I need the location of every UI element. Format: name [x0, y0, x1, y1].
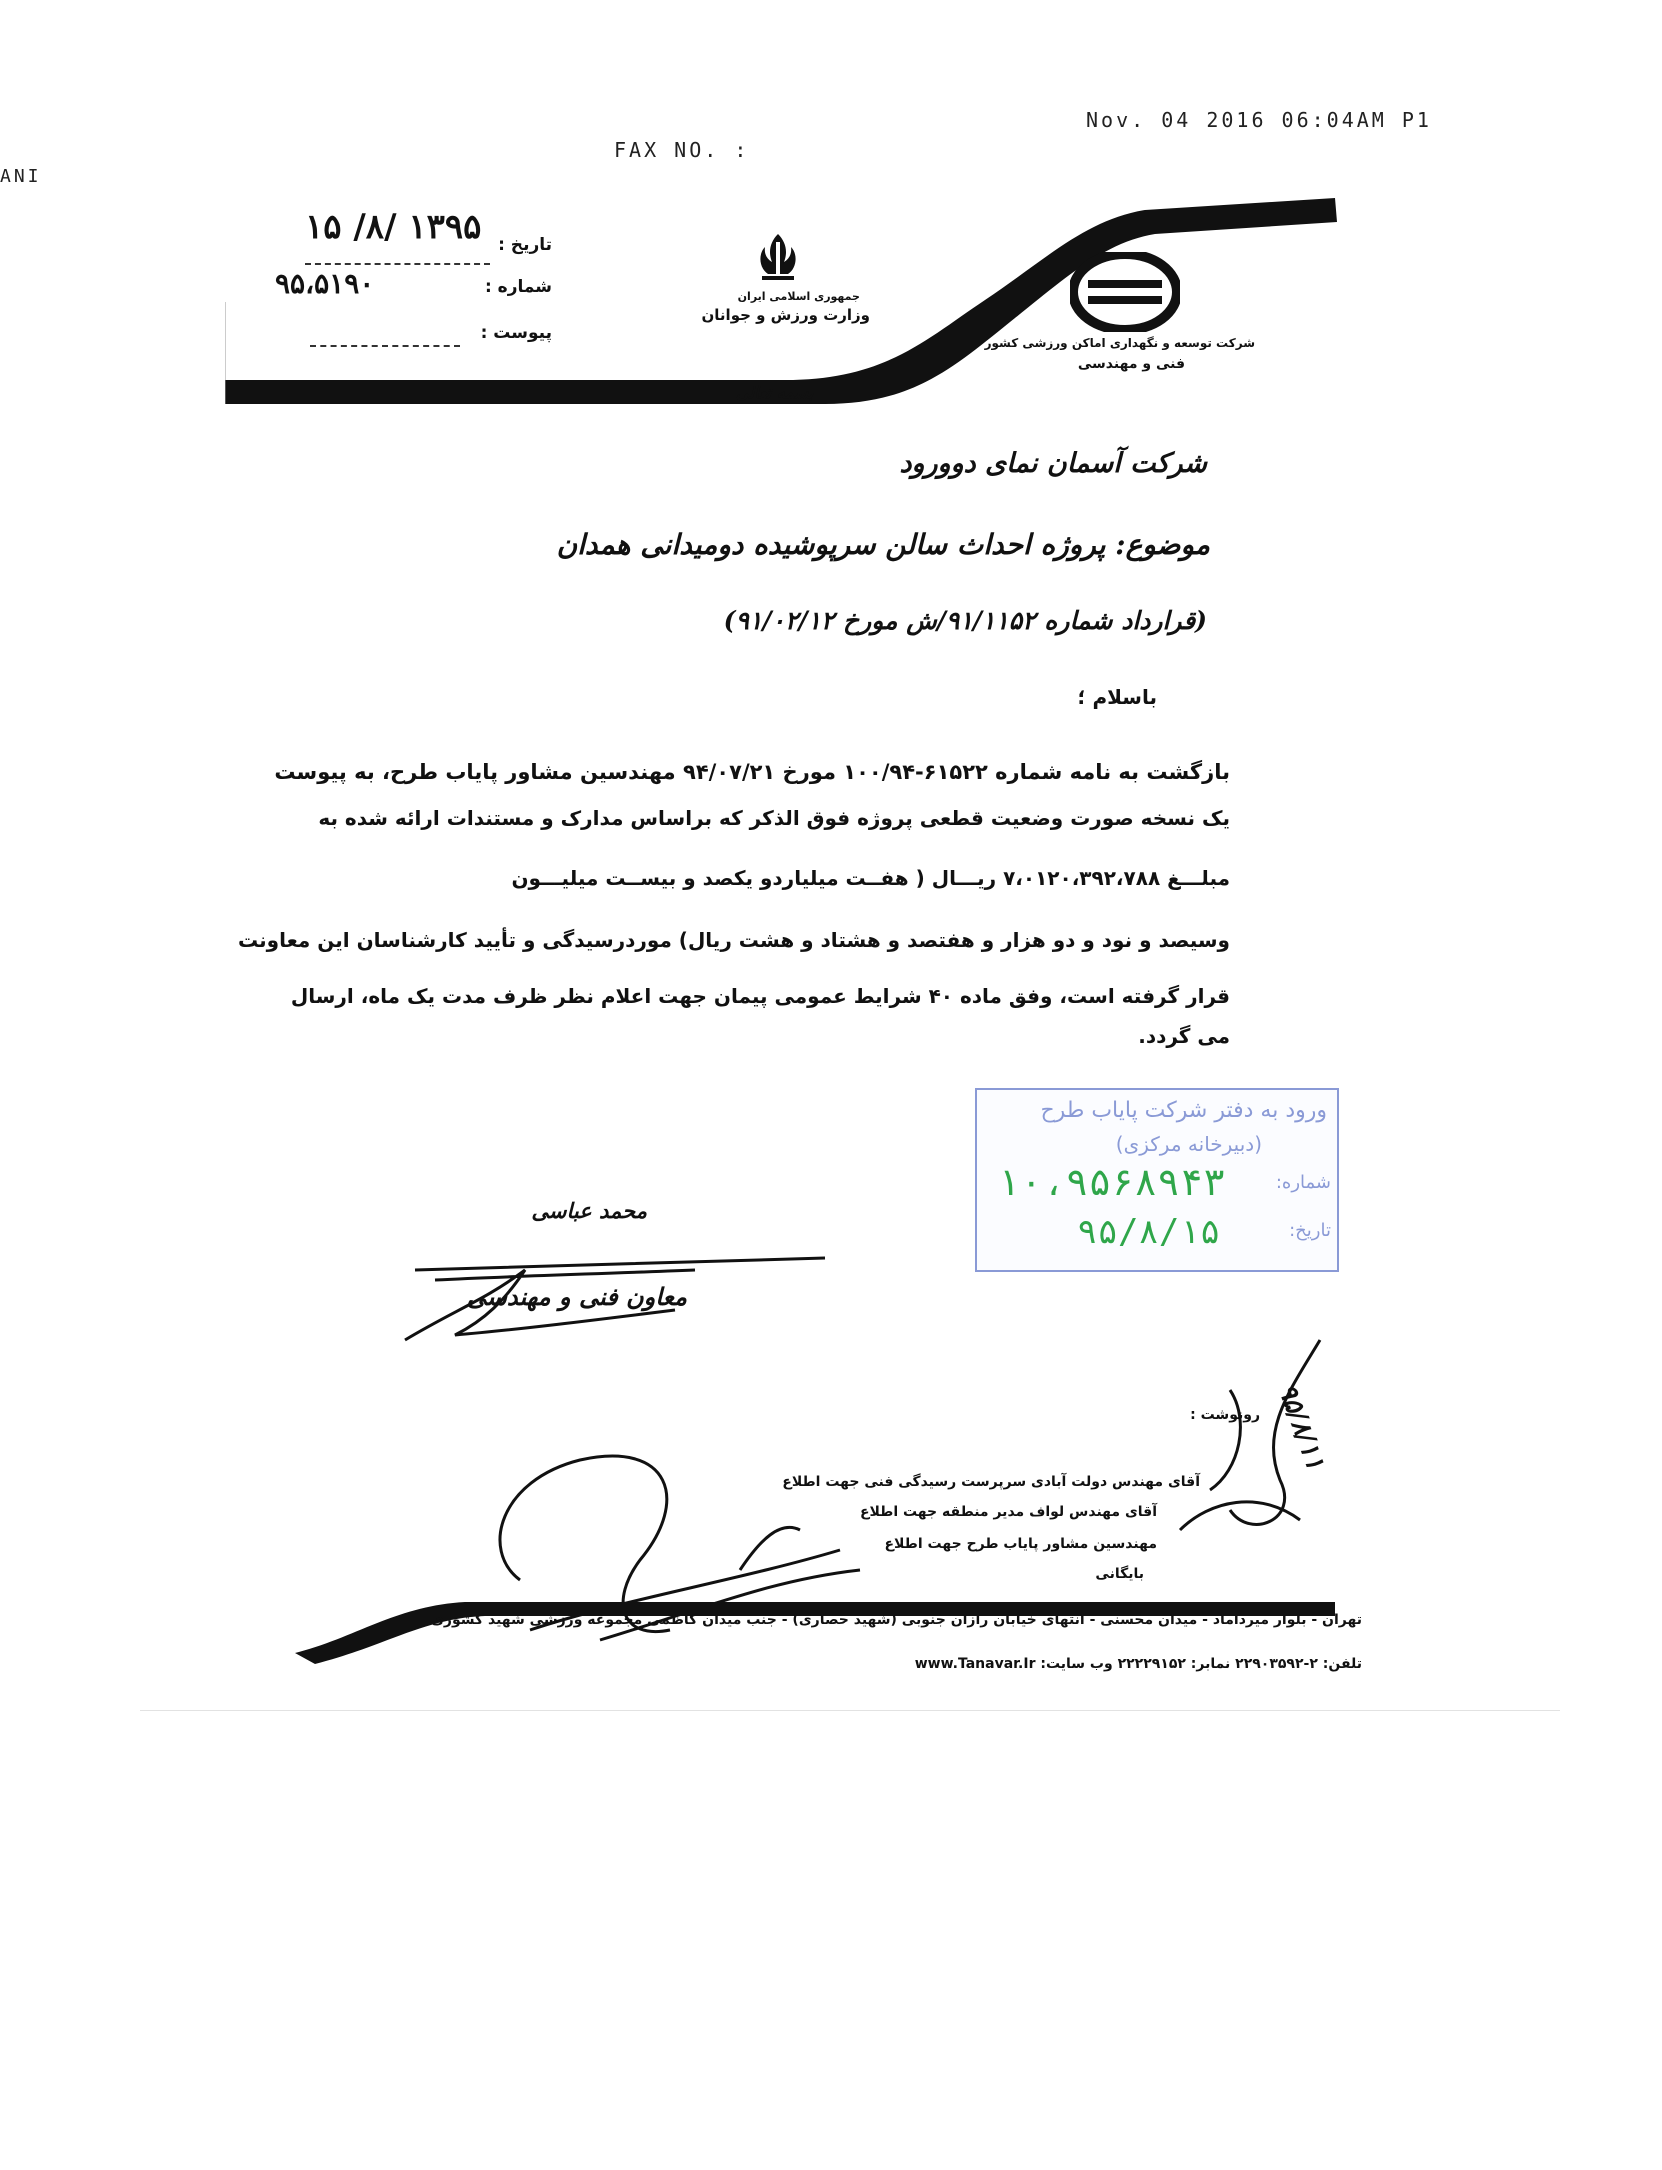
letter-greeting: باسلام ؛ [1077, 685, 1157, 709]
cc-item-4: بایگانی [1095, 1566, 1144, 1582]
body-line-2: یک نسخه صورت وضعیت قطعی پروژه فوق الذکر که براساس مدارک و مستندات ارائه شده به [318, 806, 1230, 830]
ministry-block [701, 228, 870, 338]
header-fields [275, 205, 552, 355]
cc-item-3: مهندسین مشاور پایاب طرح جهت اطلاع [884, 1536, 1157, 1552]
stamp-line1: ورود به دفتر شرکت پایاب طرح [1040, 1098, 1327, 1123]
scan-bottom-edge [140, 1710, 1560, 1711]
cc-label: رونوشت : [1190, 1407, 1260, 1423]
header-attachment-underline [310, 345, 460, 347]
signature-scribble [395, 1240, 835, 1350]
iran-emblem-icon [748, 228, 808, 288]
company-block [984, 252, 1260, 382]
header-number-value: ۹۵،۵۱۹۰ [275, 267, 375, 300]
company-line1: شرکت توسعه و نگهداری اماکن ورزشی کشور [984, 336, 1255, 350]
header-date-value: ۱۳۹۵ /۸/ ۱۵ [305, 207, 482, 247]
header-date-label: تاریخ : [498, 235, 552, 255]
body-line-5: قرار گرفته است، وفق ماده ۴۰ شرایط عمومی پیمان جهت اعلام نظر ظرف مدت یک ماه، ارسال [290, 984, 1230, 1008]
letter-subject: موضوع: پروژه احداث سالن سرپوشیده دومیدانی همدان [556, 528, 1210, 561]
ministry-line2: وزارت ورزش و جوانان [701, 306, 870, 324]
cc-item-2: آقای مهندس لواف مدیر منطقه جهت اطلاع [859, 1504, 1157, 1520]
header-date-underline [305, 263, 490, 265]
ministry-line1: جمهوری اسلامی ایران [737, 290, 860, 303]
receipt-stamp [975, 1088, 1339, 1272]
letter-contract: (قرارداد شماره ۹۱/۱۱۵۲/ش مورخ ۹۱/۰۲/۱۲) [723, 606, 1207, 635]
body-line-4: وسیصد و نود و دو هزار و هفتصد و هشتاد و هشت ریال) موردرسیدگی و تأیید کارشناسان این معاونت [237, 928, 1230, 952]
fax-number-label: FAX NO. : [614, 138, 750, 162]
company-line2: فنی و مهندسی [1077, 356, 1185, 372]
body-line-6: می گردد. [1138, 1024, 1230, 1048]
body-line-1: بازگشت به نامه شماره ۶۱۵۲۲-۱۰۰/۹۴ مورخ ۹۴/۰۷/۲۱ مهندسین مشاور پایاب طرح، به پیوست [274, 760, 1230, 784]
handwritten-initials [1170, 1330, 1370, 1560]
cc-handwritten-note: ۹۵/۸/۱۱ [1271, 1380, 1331, 1474]
stamp-number-label: شماره: [1275, 1172, 1331, 1193]
stamp-number-value: ۱۰،۹۵۶۸۹۴۳ [997, 1160, 1226, 1204]
fax-timestamp: Nov. 04 2016 06:04AM P1 [1086, 108, 1432, 132]
letter-recipient: شرکت آسمان نمای دوورود [899, 448, 1207, 479]
stamp-line2: (دبیرخانه مرکزی) [1115, 1132, 1262, 1156]
stamp-date-value: ۹۵/۸/۱۵ [1077, 1212, 1221, 1252]
body-line-3: مبلـــغ ۷،۰۱۲۰،۳۹۲،۷۸۸ ریـــال ( هفــت میلیاردو یکصد و بیســت میلیـــون [511, 866, 1230, 890]
header-number-label: شماره : [484, 277, 552, 297]
footer-address: تهران - بلوار میرداماد - میدان محسنی - انتهای خیابان رازان جنوبی (شهید حصاری) - جنب میدان کاظمی مجموعه ورزشی شهید کشوری [431, 1612, 1362, 1628]
company-logo-icon [1070, 252, 1180, 332]
stamp-date-label: تاریخ: [1289, 1220, 1331, 1241]
signer-name: محمد عباسی [531, 1198, 647, 1223]
cc-item-1: آقای مهندس دولت آبادی سرپرست رسیدگی فنی جهت اطلاع [782, 1474, 1200, 1490]
signer-title: معاون فنی و مهندسی [466, 1282, 687, 1311]
fax-side-mark: ANI [0, 166, 42, 187]
bismillah: بسمه تعالی [736, 383, 814, 402]
footer-phone: تلفن: ۲-۲۲۹۰۳۵۹۲ نمابر: ۲۲۲۲۹۱۵۲ وب سایت: www.Tanavar.Ir [914, 1656, 1362, 1672]
header-attachment-label: پیوست : [480, 323, 552, 343]
